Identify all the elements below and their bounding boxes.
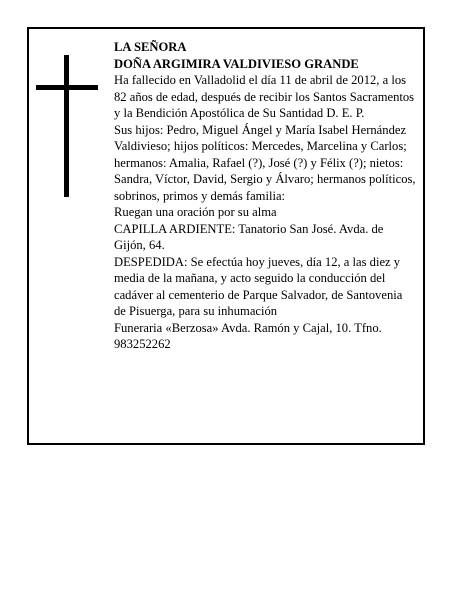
deceased-name: DOÑA ARGIMIRA VALDIVIESO GRANDE [114, 56, 359, 71]
prayer-request: Ruegan una oración por su alma [114, 205, 277, 219]
cross-vertical-bar [64, 55, 69, 197]
family-list: Sus hijos: Pedro, Miguel Ángel y María Isabel Hernández Valdivieso; hijos políticos: Mercedes, Marcelina y Carlos; hermanos: Amalia, Rafael (?), José (?) y Félix (?); nietos: Sandra, Víctor, David, Sergio y Álvaro; hermanos políticos, sobrinos, primos y demás familia: [114, 122, 416, 203]
latin-cross-icon [36, 55, 98, 197]
chapel-info: CAPILLA ARDIENTE: Tanatorio San José. Avda. de Gijón, 64. [114, 221, 384, 252]
cross-horizontal-bar [36, 85, 98, 90]
farewell-info: DESPEDIDA: Se efectúa hoy jueves, día 12, a las diez y media de la mañana, y acto seguido la conducción del cadáver al cementerio de Parque Salvador, de Santovenia de Pisuerga, para su inhumación [114, 254, 403, 318]
notice-text [114, 39, 416, 353]
notice-heading: LA SEÑORA [114, 40, 187, 54]
death-announcement: Ha fallecido en Valladolid el día 11 de abril de 2012, a los 82 años de edad, después de recibir los Santos Sacramentos y la Bendición Apostólica de Su Santidad D. E. P. [114, 73, 415, 120]
funeral-home-info: Funeraria «Berzosa» Avda. Ramón y Cajal, 10. Tfno. 983252262 [114, 320, 382, 351]
